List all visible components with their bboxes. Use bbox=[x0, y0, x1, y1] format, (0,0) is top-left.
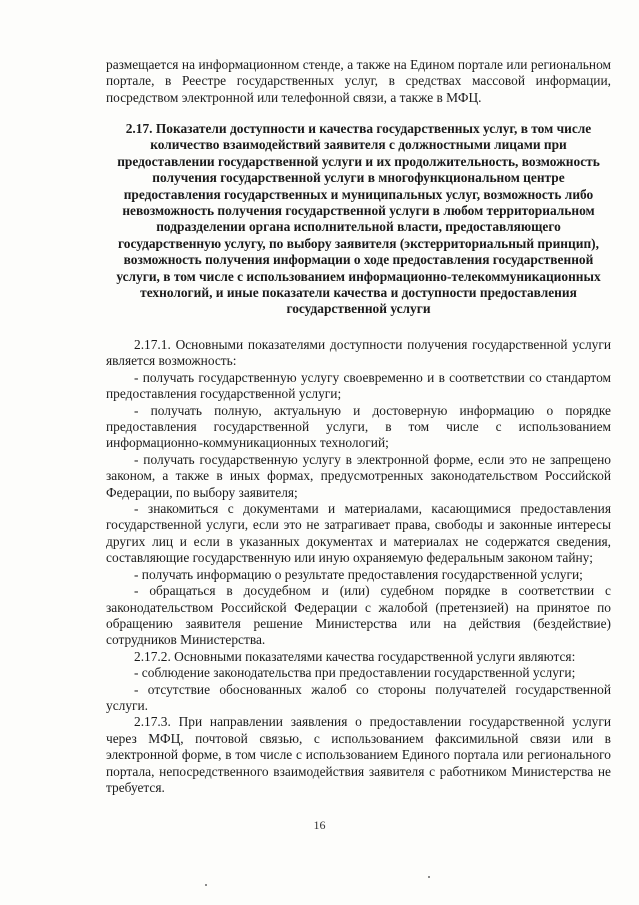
paragraph-2-17-2: 2.17.2. Основными показателями качества государственной услуги являются: bbox=[134, 648, 576, 664]
list-item: - отсутствие обоснованных жалоб со стороны получателей государственной услуги. bbox=[106, 681, 611, 713]
list-item: - получать информацию о результате предоставления государственной услуги; bbox=[134, 566, 583, 582]
list-item: - обращаться в досудебном и (или) судебном порядке в соответствии с законодательством Российской Федерации с жалобой (претензией) на принятое по обращению заявителя решение Министерства или на действия (бездействие) сотрудников Министерства. bbox=[106, 583, 611, 648]
intro-text: размещается на информационном стенде, а также на Едином портале или региональном портале, в Реестре государственных услуг, в средствах массовой информации, посредством электронной или телефонной связи, а также в МФЦ. bbox=[106, 57, 611, 105]
intro-paragraph bbox=[106, 57, 611, 106]
paragraph-2-17-1: 2.17.1. Основными показателями доступности получения государственной услуги является возможность: bbox=[106, 337, 611, 369]
list-item: - знакомиться с документами и материалами, касающимися предоставления государственной услуги, если это не затрагивает права, свободы и законные интересы других лиц и если в указанных документах и материалах не содержатся сведения, составляющие государственную или иную охраняемую федеральным законом тайну; bbox=[106, 501, 611, 566]
list-item: - получать полную, актуальную и достоверную информацию о порядке предоставления государственной услуги, в том числе с использованием информационно-коммуникационных технологий; bbox=[106, 402, 611, 451]
section-heading: 2.17. Показатели доступности и качества государственных услуг, в том числе количество взаимодействий заявителя с должностными лицами при предоставлении государственной услуги и их продолжительность, возможность получения государственной услуги в многофункциональном центре предоставления государственных и муниципальных услуг, возможность либо невозможность получения государственной услуги в любом территориальном подразделении органа исполнительной власти, предоставляющего государственную услугу, по выбору заявителя (экстерриториальный принцип), возможность получения информации о ходе предоставления государственной услуги, в том числе с использованием информационно-телекоммуникационных технологий, и иные показатели качества и доступности предоставления государственной услуги bbox=[116, 121, 601, 317]
scan-speck bbox=[428, 876, 430, 878]
page-number: 16 bbox=[313, 818, 326, 832]
paragraph-2-17-3: 2.17.3. При направлении заявления о предоставлении государственной услуги через МФЦ, почтовой связью, с использованием факсимильной связи или в электронной форме, в том числе с использованием Единого портала или регионального портала, непосредственного взаимодействия заявителя с работником Министерства не требуется. bbox=[106, 714, 611, 795]
section-body bbox=[106, 337, 611, 796]
list-item: - получать государственную услугу своевременно и в соответствии со стандартом предоставления государственной услуги; bbox=[106, 369, 611, 402]
list-item: - получать государственную услугу в электронной форме, если это не запрещено законом, а также в иных формах, предусмотренных законодательством Российской Федерации, по выбору заявителя; bbox=[106, 451, 611, 500]
scan-speck bbox=[205, 884, 207, 886]
list-item: - соблюдение законодательства при предоставлении государственной услуги; bbox=[134, 665, 576, 681]
